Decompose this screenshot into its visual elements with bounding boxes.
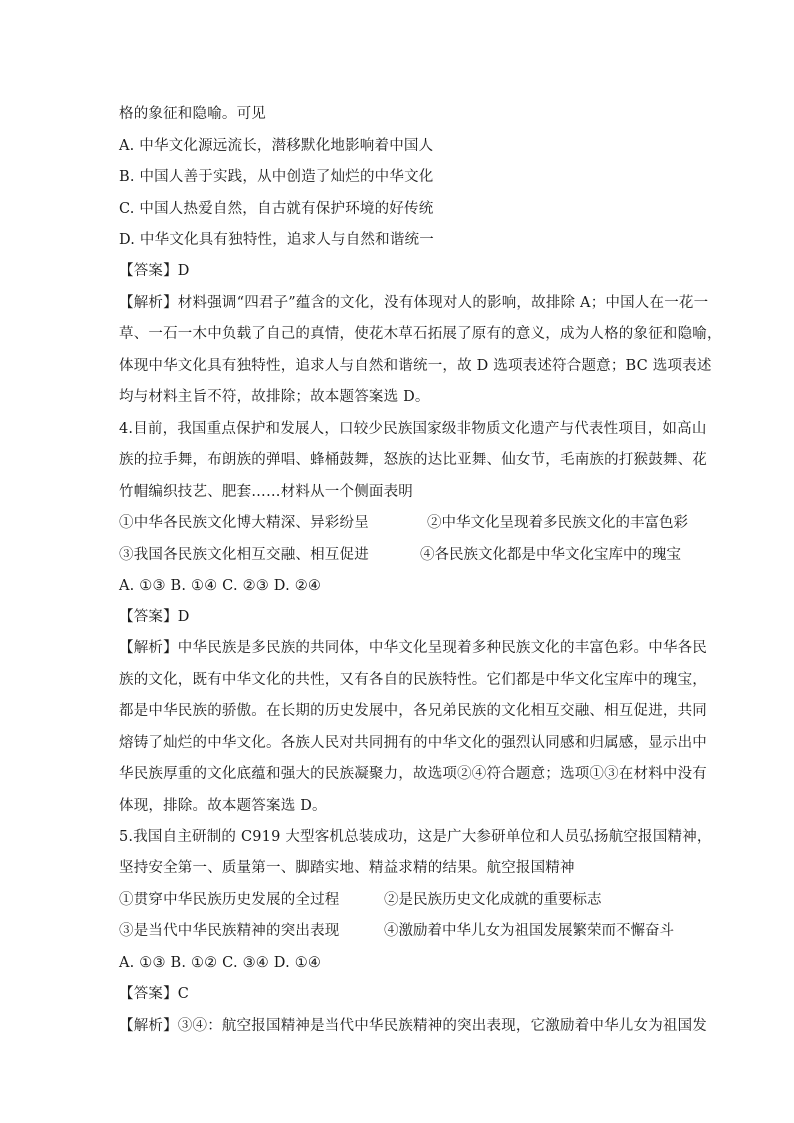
choices-line: A. ①③ B. ①② C. ③④ D. ①④ <box>119 955 322 971</box>
statement-4: ④各民族文化都是中华文化宝库中的瑰宝 <box>420 547 681 563</box>
option-b: B. 中国人善于实践，从中创造了灿烂的中华文化 <box>119 169 434 185</box>
analysis-line: 均与材料主旨不符，故排除；故本题答案选 D。 <box>119 389 430 405</box>
answer-label: 【答案】D <box>119 609 190 625</box>
analysis-line: 华民族厚重的文化底蕴和强大的民族凝聚力，故选项②④符合题意；选项①③在材料中没有 <box>119 766 707 782</box>
question-5-stem: 5.我国自主研制的 C919 大型客机总装成功，这是广大参研单位和人员弘扬航空报国精神， <box>119 829 712 845</box>
question-5-stem: 坚持安全第一、质量第一、脚踏实地、精益求精的结果。航空报国精神 <box>119 860 575 876</box>
question-4-stem: 竹帽编织技艺、肥套……材料从一个侧面表明 <box>119 484 413 500</box>
option-a: A. 中华文化源远流长，潜移默化地影响着中国人 <box>119 138 434 154</box>
question-4-stem: 族的拉手舞，布朗族的弹唱、蜂桶鼓舞，怒族的达比亚舞、仙女节，毛南族的打猴鼓舞、花 <box>119 452 707 468</box>
analysis-line: 【解析】中华民族是多民族的共同体，中华文化呈现着多种民族文化的丰富色彩。中华各民 <box>119 640 707 656</box>
analysis-line: 【解析】材料强调“四君子”蕴含的文化，没有体现对人的影响，故排除 A；中国人在一花一 <box>119 295 709 311</box>
analysis-line: 体现中华文化具有独特性，追求人与自然和谐统一，故 D 选项表述符合题意；BC 选项表述 <box>119 358 712 374</box>
answer-label: 【答案】C <box>119 986 190 1002</box>
text-line: 格的象征和隐喻。可见 <box>119 106 266 122</box>
statement-1: ①中华各民族文化博大精深、异彩纷呈 <box>119 515 369 531</box>
analysis-line: 族的文化，既有中华文化的共性，又有各自的民族特性。它们都是中华文化宝库中的瑰宝， <box>119 672 707 688</box>
question-4-stem: 4.目前，我国重点保护和发展人，口较少民族国家级非物质文化遗产与代表性项目，如高山 <box>119 421 707 437</box>
statement-1: ①贯穿中华民族历史发展的全过程 <box>119 892 340 908</box>
statement-2: ②中华文化呈现着多民族文化的丰富色彩 <box>427 515 688 531</box>
option-d: D. 中华文化具有独特性，追求人与自然和谐统一 <box>119 232 434 248</box>
statement-3: ③我国各民族文化相互交融、相互促进 <box>119 547 369 563</box>
statement-4: ④激励着中华儿女为祖国发展繁荣而不懈奋斗 <box>384 923 674 939</box>
statement-3: ③是当代中华民族精神的突出表现 <box>119 923 340 939</box>
analysis-line: 【解析】③④：航空报国精神是当代中华民族精神的突出表现，它激励着中华儿女为祖国发 <box>119 1018 707 1034</box>
analysis-line: 都是中华民族的骄傲。在长期的历史发展中，各兄弟民族的文化相互交融、相互促进，共同 <box>119 703 707 719</box>
answer-label: 【答案】D <box>119 263 190 279</box>
statement-2: ②是民族历史文化成就的重要标志 <box>384 892 602 908</box>
option-c: C. 中国人热爱自然，自古就有保护环境的好传统 <box>119 201 434 217</box>
analysis-line: 体现，排除。故本题答案选 D。 <box>119 798 327 814</box>
analysis-line: 草、一石一木中负载了自己的真情，使花木草石拓展了原有的意义，成为人格的象征和隐喻， <box>119 326 722 342</box>
analysis-line: 熔铸了灿烂的中华文化。各族人民对共同拥有的中华文化的强烈认同感和归属感，显示出中 <box>119 735 707 751</box>
choices-line: A. ①③ B. ①④ C. ②③ D. ②④ <box>119 578 322 594</box>
